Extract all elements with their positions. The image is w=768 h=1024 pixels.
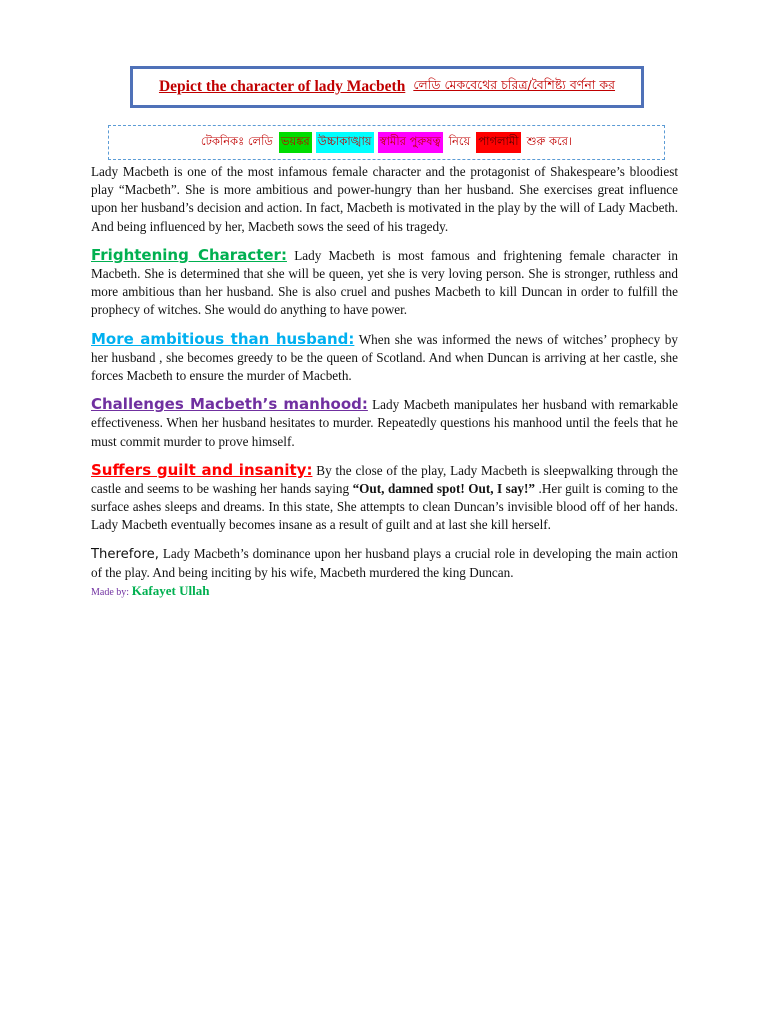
- title-bengali: লেডি মেকবেথের চরিত্র/বৈশিষ্ট্য বর্ণনা কর: [413, 77, 616, 92]
- section-text: Lady Macbeth manipulates her husband with remarkable effectiveness. When her husband hesitates to murder. Repeatedly questions his manhood until the feels that he must commit murder to prove himself.: [91, 397, 679, 449]
- title-box: [130, 66, 644, 108]
- section-text-before: By the close of the play, Lady Macbeth is sleepwalking through the castle and seems to be washing her hands saying: [91, 462, 679, 497]
- title-english: Depict the character of lady Macbeth: [158, 78, 406, 95]
- technique-box: [108, 125, 665, 160]
- technique-word-3: স্বামীর পুরুষত্ব: [378, 132, 443, 153]
- section-heading: Suffers guilt and insanity:: [91, 460, 313, 479]
- section-guilt: [91, 461, 678, 535]
- conclusion-text: Lady Macbeth’s dominance upon her husband plays a crucial role in developing the main action of the play. And being inciting by his wife, Macbeth murdered the king Duncan.: [91, 545, 678, 581]
- technique-word-5: পাগলামী: [476, 132, 520, 153]
- intro-paragraph: Lady Macbeth is one of the most infamous female character and the protagonist of Shakespeare’s bloodiest play “Macbeth”. She is more ambitious and power-hungry than her husband. She exercises great influence upon her husband’s decision and action. In fact, Macbeth is motivated in the play by the will of Lady Macbeth. And being influenced by her, Macbeth sows the seed of his tragedy.: [91, 164, 678, 234]
- section-ambitious: [91, 330, 678, 386]
- technique-label: টেকনিকঃ লেডি: [200, 134, 273, 148]
- conclusion-paragraph: [91, 545, 678, 583]
- technique-word-1: ভয়ঙ্কর: [279, 132, 312, 153]
- section-frightening: [91, 246, 678, 320]
- section-quote: “Out, damned spot! Out, I say!”: [352, 481, 535, 497]
- document-body: [91, 163, 678, 599]
- section-text: Lady Macbeth is most famous and frightening female character in Macbeth. She is determined that she will be queen, yet she is very loving person. She is stronger, ruthless and more ambitious than her husband. She is also cruel and pushes Macbeth to kill Duncan in order to fulfill the prophecy of witches. She would do anything to have power.: [91, 247, 679, 318]
- section-heading: Frightening Character:: [91, 245, 287, 264]
- section-heading: Challenges Macbeth’s manhood:: [91, 395, 368, 414]
- technique-word-4: নিয়ে: [448, 134, 471, 148]
- technique-word-2: উচ্চাকাঙ্খায়: [316, 132, 374, 153]
- section-text: When she was informed the news of witches’ prophecy by her husband , she becomes greedy to be the queen of Scotland. And when Duncan is arriving at her castle, she forces Macbeth to ensure the murder of Macbeth.: [91, 331, 678, 384]
- signature-name: Kafayet Ullah: [131, 582, 210, 598]
- conclusion-lead: Therefore,: [91, 546, 159, 562]
- technique-word-6: শুরু করে।: [526, 134, 573, 148]
- signature: [91, 583, 678, 599]
- section-text-after: .Her guilt is coming to the surface ashes sleeps and dreams. In this state, She attempts to clean Duncan’s invisible blood off of her hands. Lady Macbeth eventually becomes insane as a result of guilt and at last she kill herself.: [91, 481, 679, 533]
- section-manhood: [91, 395, 678, 451]
- section-heading: More ambitious than husband:: [91, 329, 355, 348]
- signature-label: Made by:: [91, 586, 130, 598]
